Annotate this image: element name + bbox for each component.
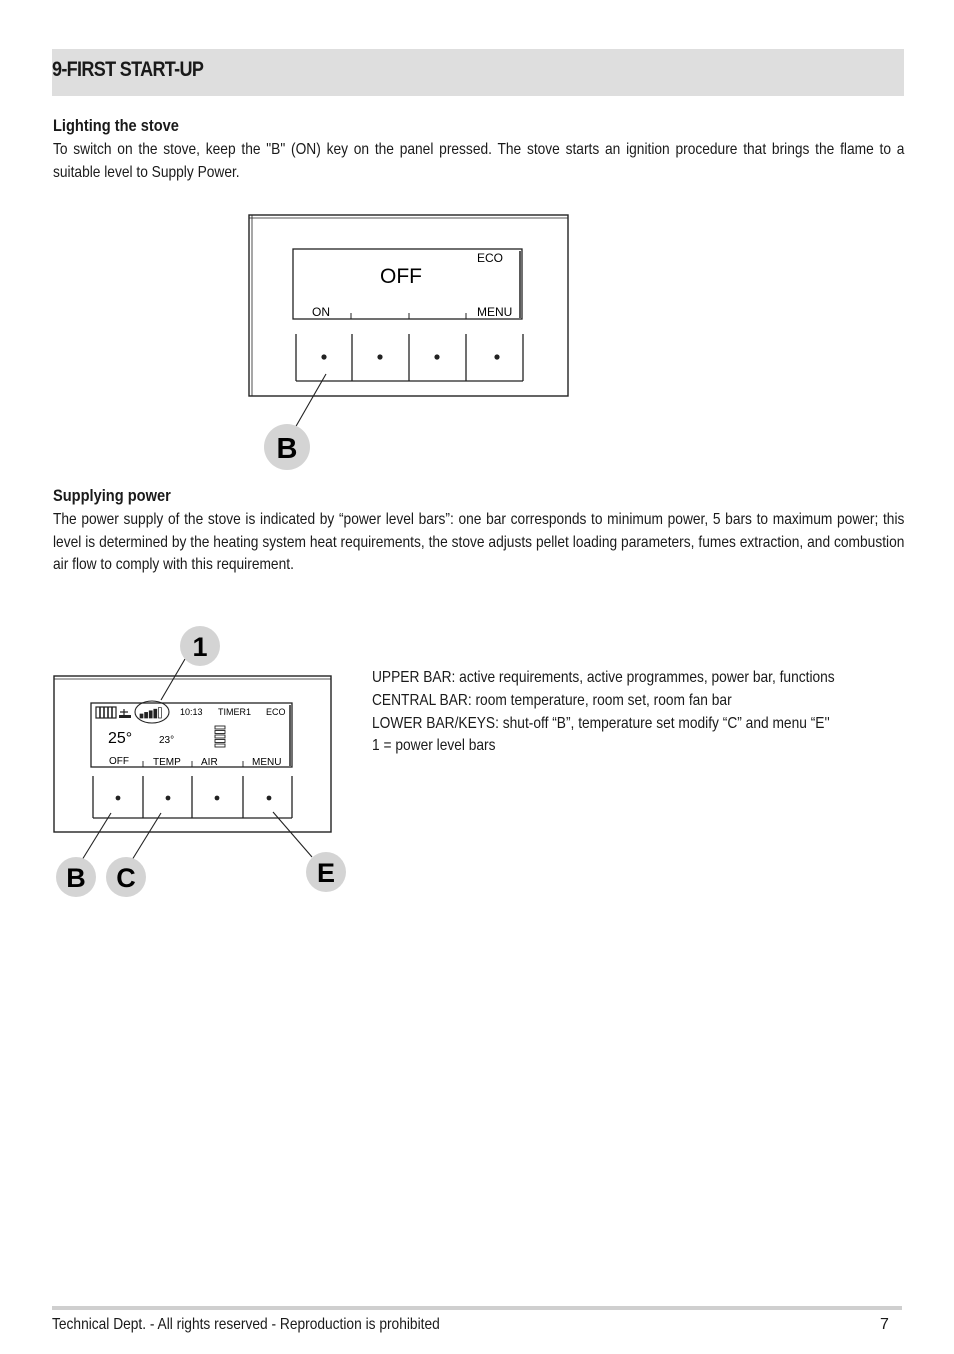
keypad: [296, 334, 523, 381]
key-3-button[interactable]: [434, 354, 439, 359]
key-label-on: ON: [312, 305, 330, 319]
callout-b-label: B: [276, 433, 298, 465]
figure-legend: [372, 667, 905, 758]
callout-c-label: C: [116, 863, 136, 893]
power-level-bar: [140, 714, 143, 718]
key-air-button[interactable]: [215, 796, 220, 801]
section-header-bar: [52, 49, 904, 96]
legend-central-bar: CENTRAL BAR: room temperature, room set, room fan bar: [372, 691, 732, 709]
footer-copyright: Technical Dept. - All rights reserved - Reproduction is prohibited: [52, 1316, 440, 1333]
tap-icon: [119, 709, 131, 718]
supplying-paragraph: [53, 509, 904, 577]
display-status: OFF: [380, 265, 422, 288]
lighting-paragraph: [53, 139, 904, 184]
power-level-bar: [158, 708, 161, 718]
room-fan-bar-icon: [215, 726, 225, 747]
control-panel-figure-off: [240, 210, 580, 480]
key-menu-button[interactable]: [267, 796, 272, 801]
room-temperature: 25°: [108, 730, 133, 747]
eco-label: ECO: [266, 707, 286, 717]
power-level-bar: [145, 712, 148, 718]
key-label-air: AIR: [201, 757, 218, 768]
lighting-text: To switch on the stove, keep the "B" (ON) key on the panel pressed. The stove starts an ignition procedure that brings the flame to a suitable level to Supply Power.: [53, 141, 905, 181]
key-menu-button[interactable]: [494, 354, 499, 359]
eco-label: ECO: [477, 251, 504, 265]
key-on-button[interactable]: [321, 354, 326, 359]
callout-b-label: B: [66, 863, 86, 893]
supplying-text: The power supply of the stove is indicated by “power level bars”: one bar corresponds to minimum power, 5 bars to maximum power; this level is determined by the heating system heat requirements, the stove adjusts pellet loading parameters, fumes extraction, and combustion air flow to comply with this requirement.: [53, 511, 905, 573]
section-title: 9-FIRST START-UP: [52, 58, 204, 81]
callout-leader-line: [273, 812, 312, 857]
callout-e-label: E: [316, 858, 336, 888]
legend-lower-bar: LOWER BAR/KEYS: shut-off “B”, temperature set modify “C” and menu “E'': [372, 714, 830, 732]
supplying-heading: Supplying power: [53, 486, 171, 505]
key-temp-button[interactable]: [166, 796, 171, 801]
footer-divider: [52, 1306, 902, 1310]
power-level-bar: [154, 709, 157, 718]
callout-leader-line: [295, 374, 326, 428]
clock-time: 10:13: [180, 707, 203, 717]
callout-1-label: 1: [192, 632, 208, 662]
key-label-temp: TEMP: [153, 757, 181, 768]
control-panel-figure-running: [50, 622, 360, 902]
callout-leader-line: [132, 813, 161, 860]
callout-leader-line: [161, 659, 185, 700]
power-level-bar: [149, 711, 152, 718]
radiator-icon: [96, 707, 116, 718]
keypad: [93, 776, 292, 818]
power-level-bars: [140, 708, 161, 718]
page-number: 7: [880, 1316, 889, 1333]
key-off-button[interactable]: [116, 796, 121, 801]
legend-power-bars: 1 = power level bars: [372, 737, 496, 755]
callout-leader-line: [82, 813, 111, 860]
key-label-menu: MENU: [252, 757, 282, 768]
timer-label: TIMER1: [218, 707, 252, 717]
key-label-menu: MENU: [477, 305, 513, 319]
key-label-off: OFF: [109, 756, 129, 767]
key-2-button[interactable]: [377, 354, 382, 359]
legend-upper-bar: UPPER BAR: active requirements, active programmes, power bar, functions: [372, 669, 835, 686]
lighting-heading: Lighting the stove: [53, 116, 179, 135]
room-set-temperature: 23°: [159, 735, 175, 746]
